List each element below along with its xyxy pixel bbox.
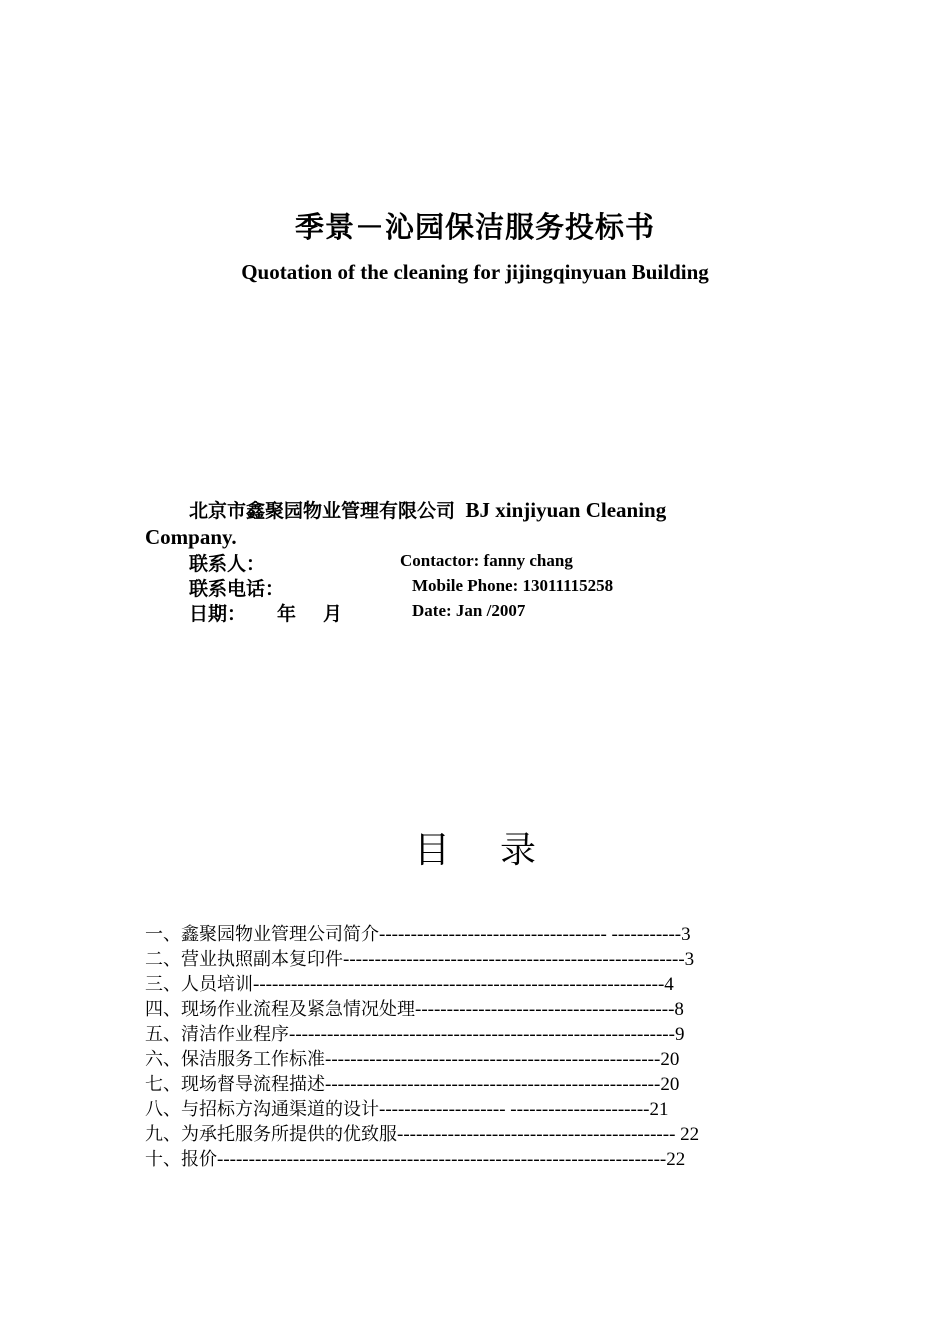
toc-item-leader-page: -------------------------------------------- 22 xyxy=(397,1124,700,1145)
toc-heading-char-2: 录 xyxy=(500,830,537,871)
toc-item-leader-page: -------------------------------------------------------------9 xyxy=(289,1024,685,1045)
contact-person-value: Contactor: fanny chang xyxy=(400,551,573,570)
toc-item-title: 四、现场作业流程及紧急情况处理 xyxy=(145,999,415,1020)
contact-person-label-row xyxy=(189,549,265,576)
toc-heading xyxy=(0,822,950,873)
document-title-chinese: 季景－沁园保洁服务投标书 xyxy=(294,210,655,244)
company-name-block xyxy=(145,497,765,550)
toc-item-title: 九、为承托服务所提供的优致服 xyxy=(145,1124,397,1145)
date-label-row xyxy=(189,599,246,626)
toc-item-leader-page: ------------------------------------ -----------3 xyxy=(379,924,691,945)
toc-item[interactable] xyxy=(145,1022,825,1047)
toc-item[interactable] xyxy=(145,1147,825,1172)
toc-item-title: 六、保洁服务工作标准 xyxy=(145,1049,325,1070)
toc-heading-char-1: 目 xyxy=(413,830,450,871)
toc-item[interactable] xyxy=(145,947,825,972)
toc-item-title: 二、营业执照副本复印件 xyxy=(145,949,343,970)
toc-item-leader-page: -----------------------------------------------------------------------22 xyxy=(217,1149,686,1170)
toc-item-title: 七、现场督导流程描述 xyxy=(145,1074,325,1095)
date-label: 日期： xyxy=(189,603,247,625)
toc-item-leader-page: -----------------------------------------------------------------4 xyxy=(253,974,674,995)
company-name-chinese: 北京市鑫聚园物业管理有限公司 xyxy=(189,500,456,522)
toc-item[interactable] xyxy=(145,972,825,997)
toc-item-leader-page: -----------------------------------------8 xyxy=(415,999,684,1020)
toc-item-title: 五、清洁作业程序 xyxy=(145,1024,289,1045)
toc-item-title: 十、报价 xyxy=(145,1149,217,1170)
table-of-contents xyxy=(145,922,825,1172)
toc-item-leader-page: ------------------------------------------------------3 xyxy=(343,949,695,970)
phone-label: 联系电话： xyxy=(189,578,285,600)
phone-value: Mobile Phone: 13011115258 xyxy=(412,576,614,595)
company-name-english: BJ xinjiyuan Cleaning xyxy=(465,498,667,522)
toc-item-title: 三、人员培训 xyxy=(145,974,253,995)
phone-label-row xyxy=(189,574,284,601)
month-label: 月 xyxy=(323,603,343,625)
toc-item-leader-page: -----------------------------------------------------20 xyxy=(325,1074,680,1095)
toc-item-leader-page: -----------------------------------------------------20 xyxy=(325,1049,680,1070)
year-label: 年 xyxy=(277,603,297,625)
contact-person-label: 联系人： xyxy=(189,553,266,575)
toc-item-title: 一、鑫聚园物业管理公司简介 xyxy=(145,924,379,945)
toc-item[interactable] xyxy=(145,1097,825,1122)
toc-item[interactable] xyxy=(145,997,825,1022)
toc-item-leader-page: -------------------- ----------------------21 xyxy=(379,1099,669,1120)
toc-item-title: 八、与招标方沟通渠道的设计 xyxy=(145,1099,379,1120)
document-title-english: Quotation of the cleaning for jijingqinyuan Building xyxy=(241,260,709,284)
toc-item[interactable] xyxy=(145,1047,825,1072)
toc-item[interactable] xyxy=(145,922,825,947)
toc-item[interactable] xyxy=(145,1122,825,1147)
date-value: Date: Jan /2007 xyxy=(412,601,526,620)
toc-item[interactable] xyxy=(145,1072,825,1097)
company-name-english-cont: Company. xyxy=(145,525,237,549)
